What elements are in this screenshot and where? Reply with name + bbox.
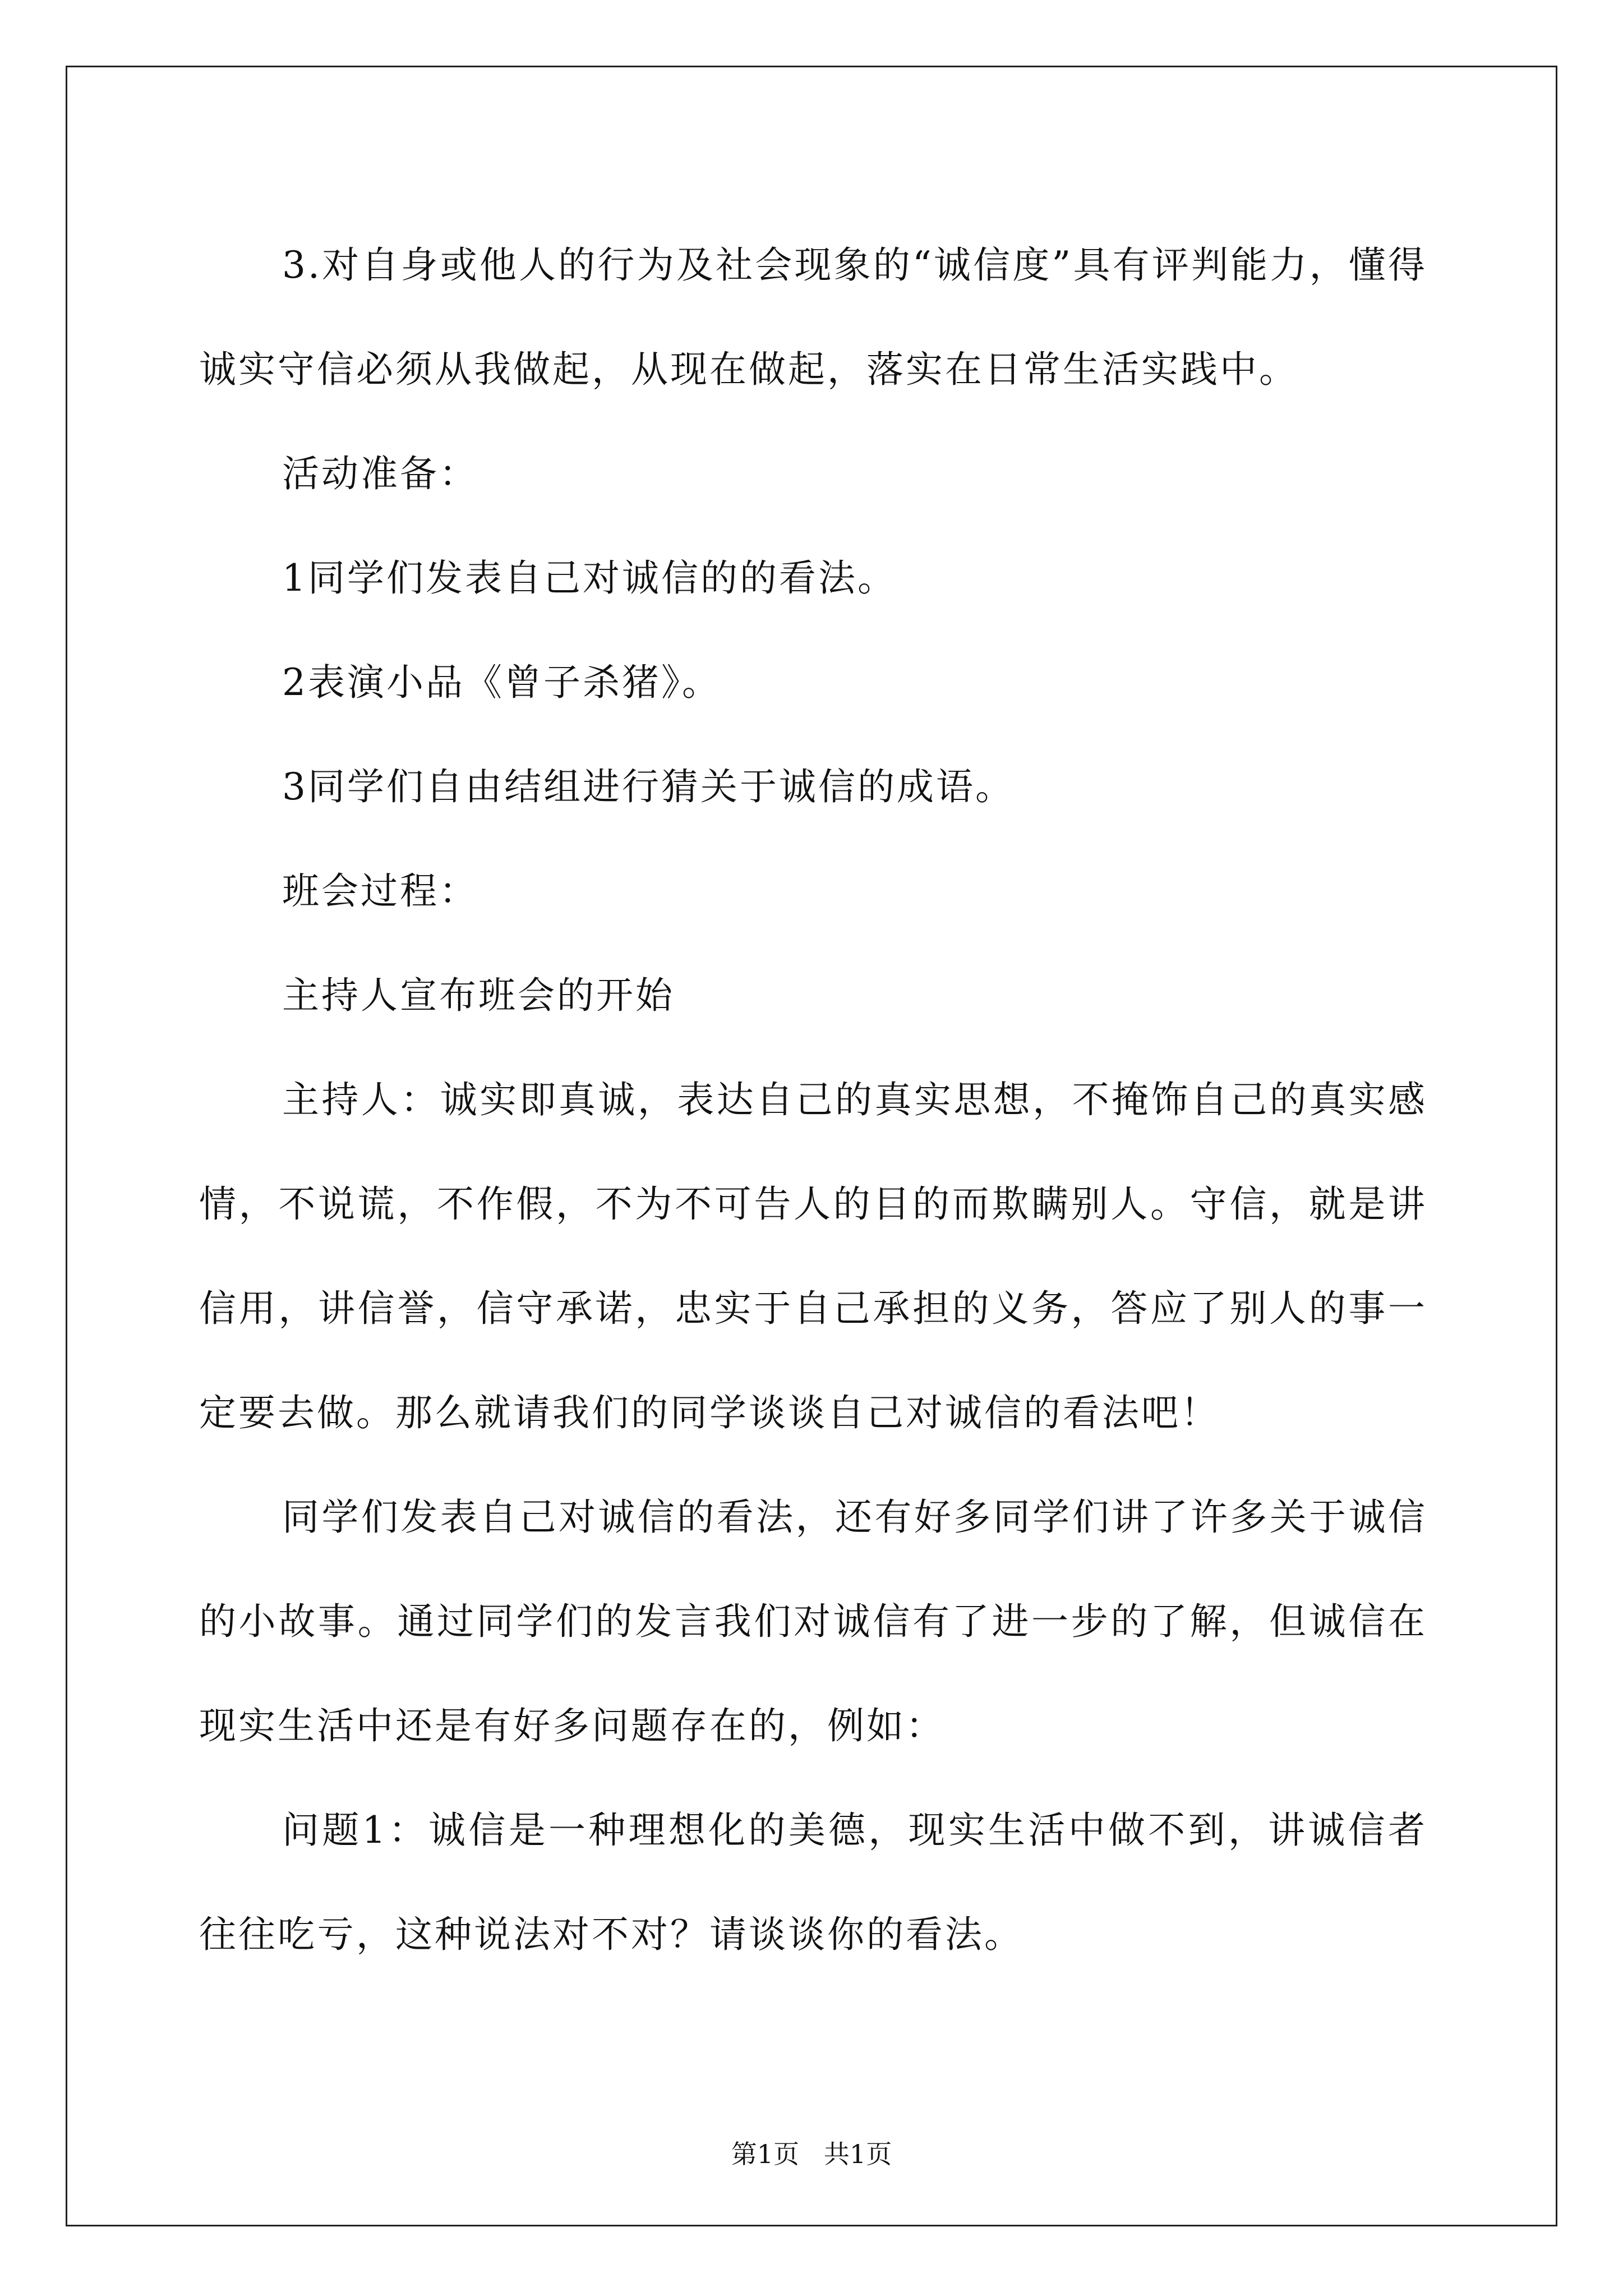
prep-item-3: 3同学们自由结组进行猜关于诚信的成语。 xyxy=(282,765,1015,808)
paragraph-host-announces: 主持人宣布班会的开始 xyxy=(282,974,675,1017)
paragraph-students-views: 同学们发表自己对诚信的看法，还有好多同学们讲了许多关于诚信的小故事。通过同学们的发言我们对诚信有了进一步的了解，但诚信在现实生活中还是有好多问题存在的，例如： xyxy=(199,1496,1427,1747)
page-footer: 第1页 共1页 xyxy=(731,2139,892,2169)
heading-activity-preparation: 活动准备： xyxy=(282,452,478,495)
heading-meeting-process: 班会过程： xyxy=(282,869,478,913)
paragraph-host-speech: 主持人：诚实即真诚，表达自己的真实思想，不掩饰自己的真实感情，不说谎，不作假，不为不可告人的目的而欺瞒别人。守信，就是讲信用，讲信誉，信守承诺，忠实于自己承担的义务，答应了别人的事一定要去做。那么就请我们的同学谈谈自己对诚信的看法吧！ xyxy=(199,1078,1427,1434)
paragraph-question-1: 问题1：诚信是一种理想化的美德，现实生活中做不到，讲诚信者往往吃亏，这种说法对不对？请谈谈你的看法。 xyxy=(199,1809,1427,1956)
paragraph-goal-3: 3.对自身或他人的行为及社会现象的“诚信度”具有评判能力，懂得诚实守信必须从我做起，从现在做起，落实在日常生活实践中。 xyxy=(199,243,1427,391)
prep-item-1: 1同学们发表自己对诚信的的看法。 xyxy=(282,556,897,600)
document-body xyxy=(199,213,1427,1987)
prep-item-2: 2表演小品《曾子杀猪》。 xyxy=(282,661,721,704)
